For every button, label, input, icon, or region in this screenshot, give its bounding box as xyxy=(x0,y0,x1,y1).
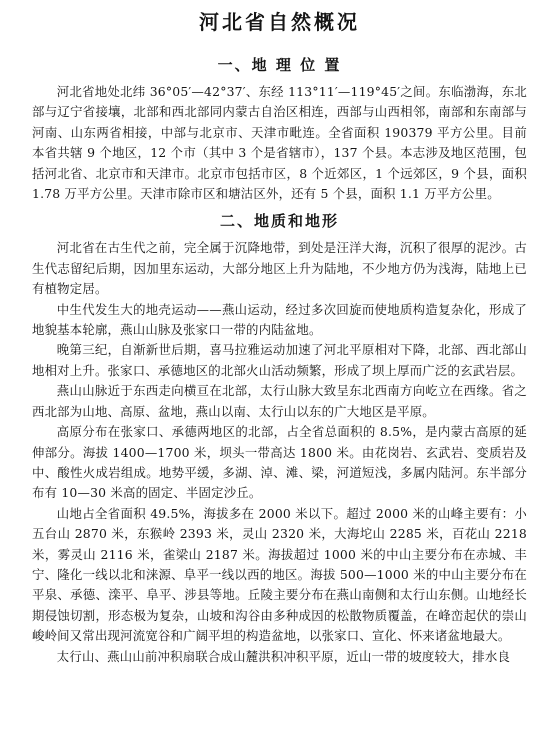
paragraph: 山地占全省面积 49.5%，海拔多在 2000 米以下。超过 2000 米的山峰主要有：小五台山 2870 米，东猴岭 2393 米，灵山 2320 米，大海坨山 2285 米，百花山 2218 米，雾灵山 2116 米，雀梁山 2187 米。海拔超过 1000 米的中山主要分布在赤城、丰宁、隆化一线以北和涞源、阜平一线以西的地区。海拔 500—1000 米的中山主要分布在平泉、承德、滦平、阜平、涉县等地。丘陵主要分布在燕山南侧和太行山东侧。山地经长期侵蚀切割，形态极为复杂，山坡和沟谷由多种成因的松散物质覆盖，在峰峦起伏的崇山峻岭间又常出现河流宽谷和广阔平坦的构造盆地，以张家口、宣化、怀来诸盆地最大。 xyxy=(32,505,527,644)
paragraph: 中生代发生大的地壳运动——燕山运动，经过多次回旋而使地质构造复杂化，形成了地貌基本轮廓，燕山山脉及张家口一带的内陆盆地。 xyxy=(32,301,527,338)
paragraph: 燕山山脉近于东西走向横亘在北部，太行山脉大致呈东北西南方向屹立在西缘。省之西北部为山地、高原、盆地，燕山以南、太行山以东的广大地区是平原。 xyxy=(32,383,527,419)
section-geographic-location xyxy=(32,54,527,204)
section-geology-topography xyxy=(32,210,527,667)
page-title: 河北省自然概况 xyxy=(199,10,360,34)
paragraph: 太行山、燕山山前冲积扇联合成山麓洪积冲积平原，近山一带的坡度较大，排水良 xyxy=(56,648,511,664)
paragraph: 晚第三纪，自渐新世后期，喜马拉雅运动加速了河北平原相对下降，北部、西北部山地相对上升。张家口、承德地区的北部火山活动频繁，形成了坝上厚而广泛的玄武岩层。 xyxy=(32,342,527,378)
paragraph: 高原分布在张家口、承德两地区的北部，占全省总面积的 8.5%，是内蒙古高原的延伸部分。海拔 1400—1700 米，坝头一带高达 1800 米。由花岗岩、玄武岩、变质岩及中、酸性火成岩组成。地势平缓，多湖、淖、滩、梁，河道短浅，多属内陆河。东半部分布有 10—30 米高的固定、半固定沙丘。 xyxy=(32,424,527,501)
section-heading: 二、地质和地形 xyxy=(219,212,339,231)
section-heading: 一、地 理 位 置 xyxy=(217,56,342,74)
paragraph: 河北省在古生代之前，完全属于沉降地带，到处是汪洋大海，沉积了很厚的泥沙。古生代志留纪后期，因加里东运动，大部分地区上升为陆地，不少地方仍为浅海，陆地上已有植物定居。 xyxy=(32,240,527,297)
paragraph: 河北省地处北纬 36°05′—42°37′、东经 113°11′—119°45′之间。东临渤海，东北部与辽宁省接壤，北部和西北部同内蒙古自治区相连，西部与山西相邻，南部和东南部与河南、山东两省相接，中部与北京市、天津市毗连。全省面积 190379 平方公里。目前本省共辖 9 个地区，12 个市（其中 3 个是省辖市），137 个县。本志涉及地区范围，包括河北省、北京市和天津市。北京市包括市区，8 个近郊区，1 个远郊区，9 个县，面积 1.78 万平方公里。天津市除市区和塘沽区外，还有 5 个县，面积 1.1 万平方公里。 xyxy=(32,84,527,202)
